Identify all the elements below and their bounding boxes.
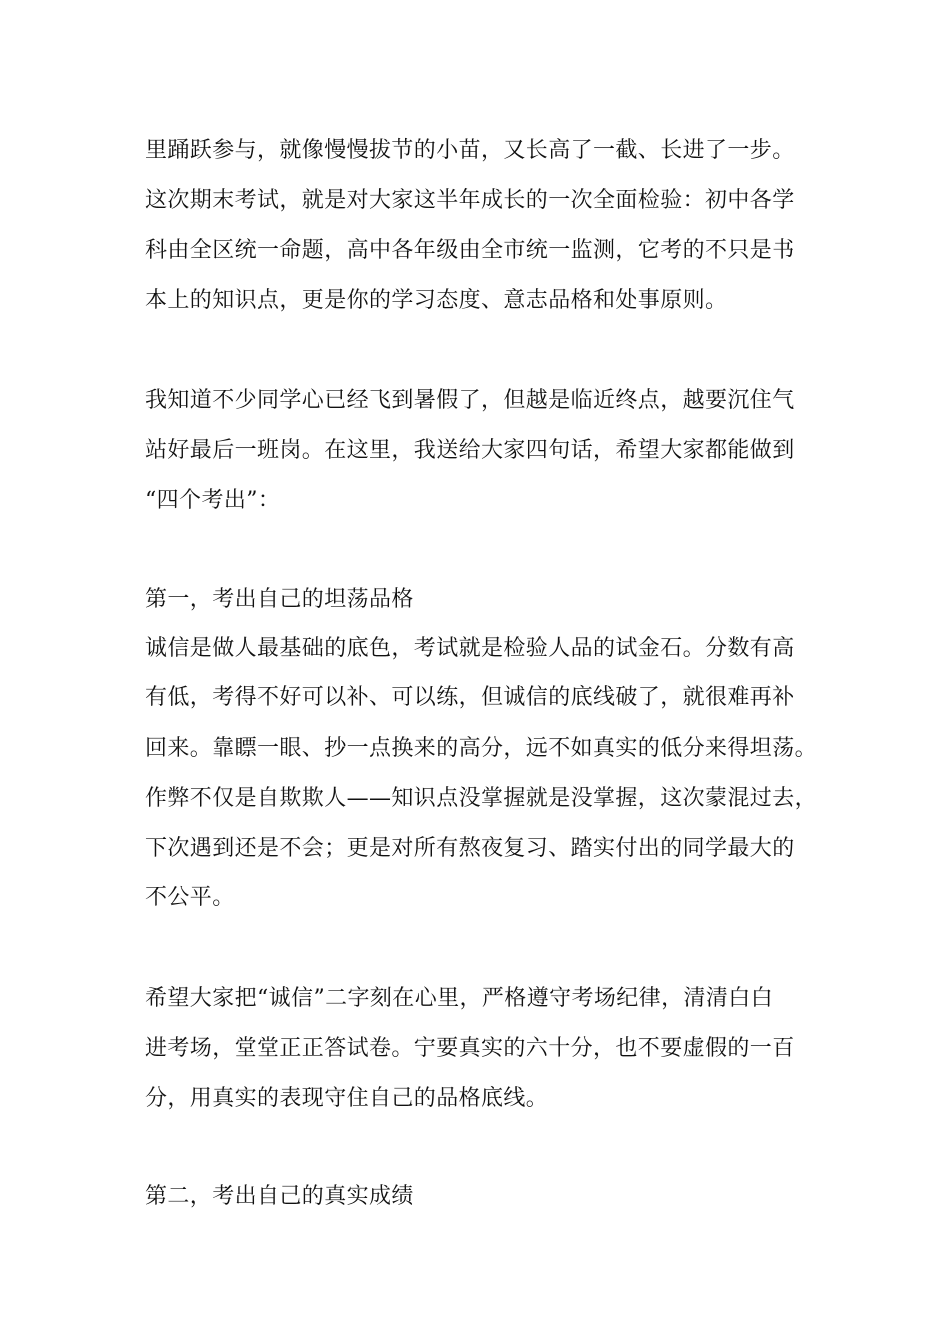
text-line: 回来。靠瞟一眼、抄一点换来的高分，远不如真实的低分来得坦荡。 (145, 736, 818, 761)
text-line: 分，用真实的表现守住自己的品格底线。 (145, 1086, 549, 1111)
section-heading: 第一，考出自己的坦荡品格 (145, 587, 414, 612)
text-line: 站好最后一班岗。在这里，我送给大家四句话，希望大家都能做到 (145, 438, 795, 463)
text-line: 进考场，堂堂正正答试卷。宁要真实的六十分，也不要虚假的一百 (145, 1036, 795, 1061)
text-line: 下次遇到还是不会；更是对所有熬夜复习、踏实付出的同学最大的 (145, 836, 795, 861)
text-line: 诚信是做人最基础的底色，考试就是检验人品的试金石。分数有高 (145, 636, 795, 661)
text-line: 有低，考得不好可以补、可以练，但诚信的底线破了，就很难再补 (145, 685, 795, 710)
text-line: 我知道不少同学心已经飞到暑假了，但越是临近终点，越要沉住气 (145, 388, 795, 413)
text-line: 不公平。 (145, 885, 235, 910)
text-line: 作弊不仅是自欺欺人——知识点没掌握就是没掌握，这次蒙混过去， (145, 786, 818, 811)
section-heading: 第二，考出自己的真实成绩 (145, 1184, 414, 1209)
text-line: 里踊跃参与，就像慢慢拔节的小苗，又长高了一截、长进了一步。 (145, 138, 795, 163)
text-line: 本上的知识点，更是你的学习态度、意志品格和处事原则。 (145, 288, 728, 313)
text-line: 希望大家把“诚信”二字刻在心里，严格遵守考场纪律，清清白白 (145, 986, 774, 1011)
text-line: 科由全区统一命题，高中各年级由全市统一监测，它考的不只是书 (145, 238, 795, 263)
text-line: 这次期末考试，就是对大家这半年成长的一次全面检验：初中各学 (145, 188, 795, 213)
text-line: “四个考出”： (145, 488, 281, 513)
